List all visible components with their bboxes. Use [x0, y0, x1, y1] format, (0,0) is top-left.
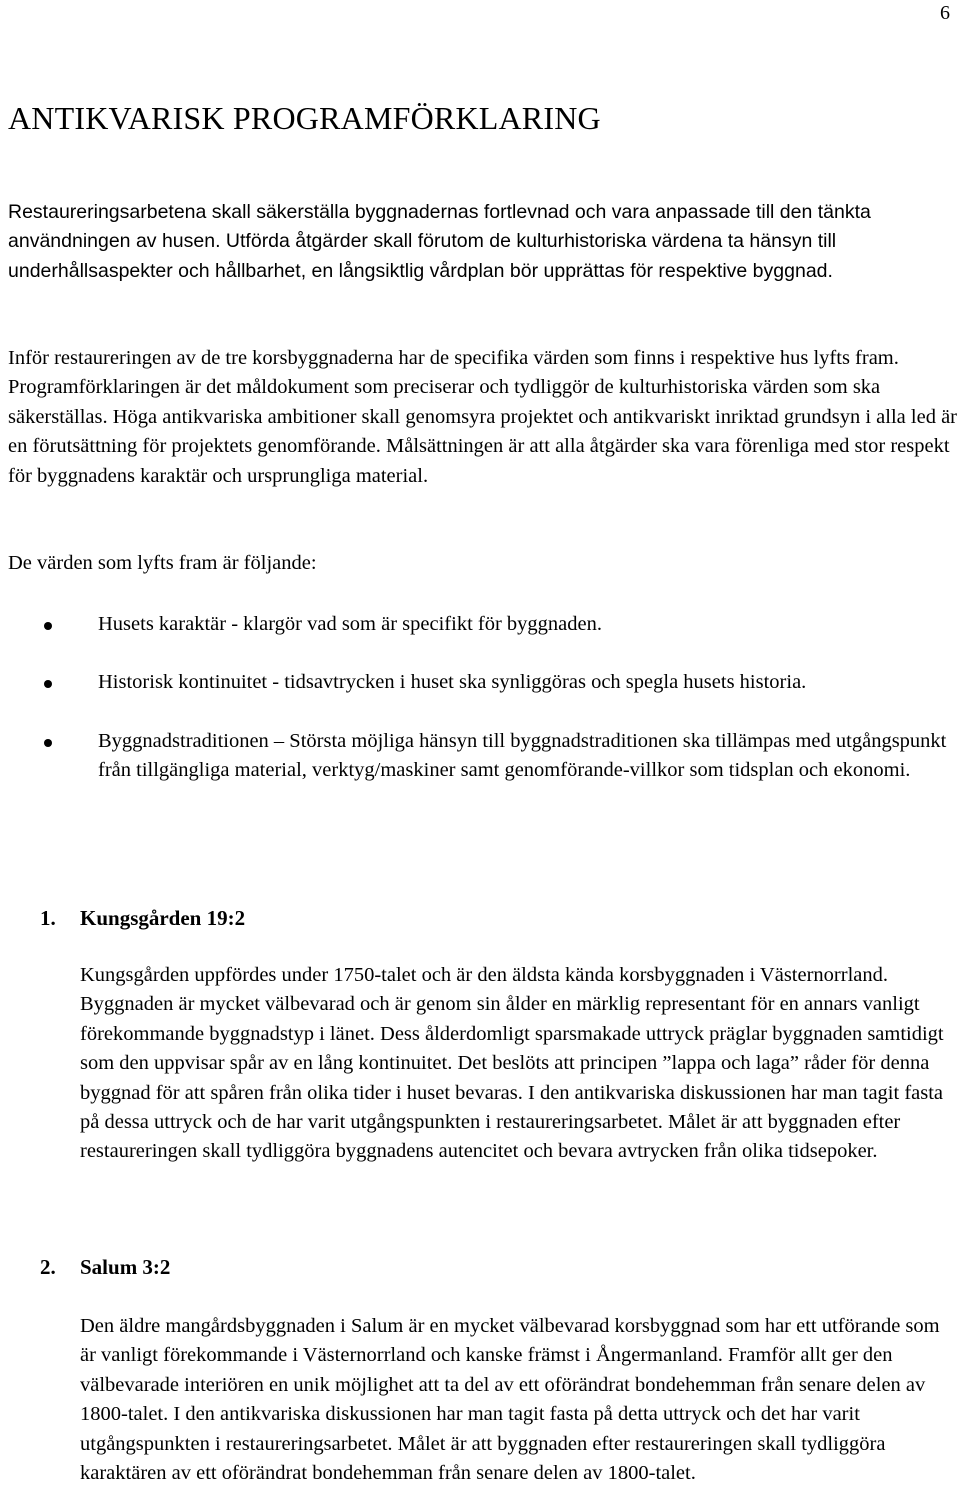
- list-item-text: Byggnadstraditionen – Största möjliga hänsyn till byggnadstraditionen ska tillämpas med utgångspunkt från tillgängliga material, verktyg/maskiner samt genomförande-villkor som tidsplan och ekonomi.: [98, 729, 947, 782]
- intro-paragraph: Restaureringsarbetena skall säkerställa byggnadernas fortlevnad och vara anpassade till den tänkta användningen av husen. Utförda åtgärder skall förutom de kulturhistoriska värdena ta hänsyn till underhållsaspekter och hållbarhet, en långsiktlig vårdplan bör upprättas för respektive byggnad.: [8, 201, 871, 282]
- values-intro: De värden som lyfts fram är följande:: [8, 552, 317, 574]
- list-item: [0, 668, 958, 697]
- page-number: 6: [940, 2, 950, 24]
- section-title: Kungsgården 19:2: [80, 906, 246, 930]
- list-item: [0, 610, 958, 639]
- page-title: ANTIKVARISK PROGRAMFÖRKLARING: [8, 100, 601, 136]
- list-item-text: Husets karaktär - klargör vad som är specifikt för byggnaden.: [98, 613, 602, 635]
- section-number: 1.: [40, 906, 56, 930]
- section-title: Salum 3:2: [80, 1255, 171, 1279]
- section-heading-kungsgarden: [40, 906, 245, 931]
- section-body-salum: Den äldre mangårdsbyggnaden i Salum är en mycket välbevarad korsbyggnad som har ett utförande som är vanligt förekommande i Västernorrland och kanske främst i Ångermanland. Framför allt ger den välbevarade interiören en unik möjlighet att ta del av ett oförändrat bondehemman från senare delen av 1800-talet. I den antikvariska diskussionen har man tagit fasta på detta uttryck och det har varit utgångspunkten i restaureringsarbetet. Målet är att byggnaden efter restaureringen skall tydliggöra karaktären av ett oförändrat bondehemman från senare delen av 1800-talet.: [80, 1315, 940, 1485]
- list-item-text: Historisk kontinuitet - tidsavtrycken i huset ska synliggöras och spegla husets historia.: [98, 671, 807, 694]
- section-heading-salum: [40, 1255, 170, 1280]
- section-number: 2.: [40, 1255, 56, 1279]
- bullet-icon: [44, 739, 52, 747]
- section-body-kungsgarden: Kungsgården uppfördes under 1750-talet och är den äldsta kända korsbyggnaden i Västernorrland. Byggnaden är mycket välbevarad och är genom sin ålder en märklig representant för en annars vanligt förekommande byggnadstyp i länet. Dess ålderdomligt sparsmakade uttryck präglar byggnaden samtidigt som den uppvisar spår av en lång kontinuitet. Det beslöts att principen ”lappa och laga” råder för denna byggnad för att spåren från olika tider i huset bevaras. I den antikvariska diskussionen har man tagit fasta på dessa uttryck och de har varit utgångspunkten i restaureringsarbetet. Målet är att byggnaden efter restaureringen skall tydliggöra byggnadens autencitet och bevara avtrycken från olika tidsepoker.: [80, 964, 944, 1163]
- program-paragraph: Inför restaureringen av de tre korsbyggnaderna har de specifika värden som finns i respektive hus lyfts fram. Programförklaringen är det måldokument som preciserar och tydliggör de kulturhistoriska värden som ska säkerställas. Höga antikvariska ambitioner skall genomsyra projektet och antikvariskt inriktad grundsyn i alla led är en förutsättning för projektets genomförande. Målsättningen är att alla åtgärder ska vara förenliga med stor respekt för byggnadens karaktär och ursprungliga material.: [8, 347, 957, 487]
- bullet-icon: [44, 680, 52, 688]
- values-list: [0, 610, 960, 786]
- bullet-icon: [44, 622, 52, 630]
- list-item: [0, 727, 958, 786]
